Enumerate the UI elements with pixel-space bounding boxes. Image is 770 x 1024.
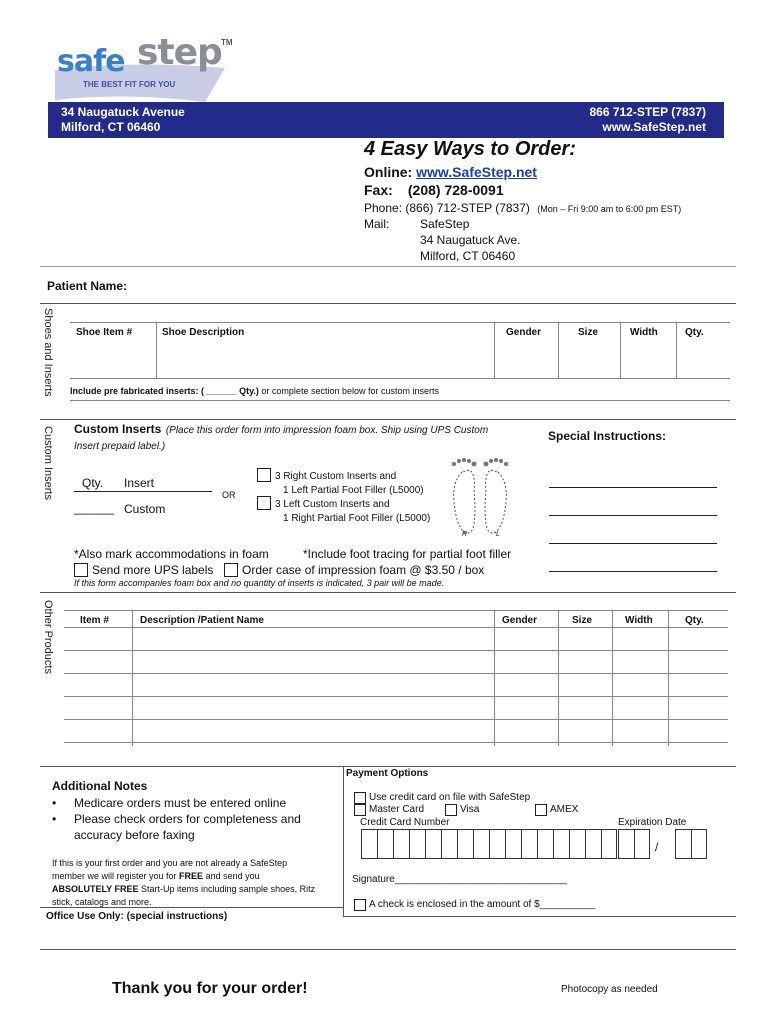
- order-mail-label: Mail:: [364, 217, 390, 231]
- shoes-col-width: Width: [630, 327, 658, 338]
- banner-web: www.SafeStep.net: [602, 120, 706, 134]
- additional-notes-title: Additional Notes: [52, 779, 148, 793]
- order-mail-line2: 34 Naugatuck Ave.: [420, 233, 521, 247]
- use-card-on-file-checkbox[interactable]: [354, 792, 366, 804]
- signature-line[interactable]: Signature_______________________________: [352, 874, 568, 885]
- prefab-inserts-line: [70, 386, 439, 396]
- order-online-link[interactable]: www.SafeStep.net: [416, 164, 537, 180]
- or-label: OR: [222, 490, 236, 500]
- order-ways: [362, 138, 742, 268]
- other-row-line-4[interactable]: [64, 696, 728, 697]
- option2-checkbox[interactable]: [257, 496, 271, 510]
- shoes-col-qty: Qty.: [685, 327, 704, 338]
- mastercard-label: Master Card: [369, 804, 425, 815]
- other-row-line-3[interactable]: [64, 673, 728, 674]
- notes-bullet-1: • Medicare orders must be entered online: [52, 796, 287, 810]
- qty-label: Qty.: [82, 476, 104, 490]
- check-enclosed-checkbox[interactable]: [354, 899, 366, 911]
- office-use-bottom-border: [40, 949, 736, 950]
- first-order-promo: If this is your first order and you are not already a SafeStep member we will register you for FREE and send you ABSOLUTELY FREE Start-Up items including sample shoes, Ritz stick, catalogs and more.: [52, 858, 316, 907]
- bottom-center-divider: [343, 766, 344, 916]
- bottom-top-border: [40, 766, 736, 767]
- other-col-div-1: [132, 610, 133, 746]
- special-line-2[interactable]: [549, 515, 717, 516]
- special-line-3[interactable]: [549, 543, 717, 544]
- other-side-label: Other Products: [42, 600, 54, 674]
- payment-options-title: Payment Options: [346, 768, 429, 779]
- patient-name-label: Patient Name:: [47, 279, 128, 293]
- logo: [55, 30, 245, 102]
- shoes-side-label: Shoes and Inserts: [42, 308, 54, 397]
- order-online-label: Online:: [364, 164, 413, 180]
- foam-note: If this form accompanies foam box and no quantity of inserts is indicated, 3 pair will be made.: [74, 578, 445, 588]
- order-foam-label: Order case of impression foam @ $3.50 / box: [242, 563, 485, 577]
- other-col-div-5: [668, 610, 669, 746]
- other-row-line-5[interactable]: [64, 719, 728, 720]
- other-col-description: Description /Patient Name: [140, 615, 264, 626]
- logo-tm: TM: [221, 38, 233, 47]
- option2-line1: 3 Left Custom Inserts and: [275, 499, 390, 510]
- exp-year-boxes[interactable]: [675, 829, 707, 859]
- shoes-header-line: [70, 322, 730, 323]
- order-phone-number: (866) 712-STEP (7837): [405, 201, 530, 215]
- shoes-top-border: [40, 303, 736, 304]
- custom-note: (Place this order form into impression foam box. Ship using UPS Custom Insert prepaid label.): [74, 425, 489, 452]
- other-col-item: Item #: [80, 615, 109, 626]
- option1-line1: 3 Right Custom Inserts and: [275, 471, 397, 482]
- send-ups-label: Send more UPS labels: [92, 563, 214, 577]
- send-ups-checkbox[interactable]: [74, 563, 88, 577]
- exp-month-boxes[interactable]: [618, 829, 650, 859]
- other-row-line-2[interactable]: [64, 650, 728, 651]
- insert-qty-underline[interactable]: [74, 491, 212, 492]
- banner-address-line2: Milford, CT 06460: [61, 120, 161, 134]
- shoes-col-item: Shoe Item #: [76, 327, 133, 338]
- logo-tagline: THE BEST FIT FOR YOU: [83, 80, 176, 89]
- mastercard-checkbox[interactable]: [354, 804, 366, 816]
- order-foam-checkbox[interactable]: [224, 563, 238, 577]
- visa-label: Visa: [460, 804, 480, 815]
- shoes-col-size: Size: [578, 327, 599, 338]
- thank-you-message: Thank you for your order!: [112, 980, 308, 997]
- amex-label: AMEX: [550, 804, 579, 815]
- shoes-col-div-5: [676, 322, 677, 378]
- custom-label: Custom: [124, 502, 166, 516]
- notes-bullet-2: • Please check orders for completeness and accuracy before faxing: [52, 812, 301, 842]
- other-col-gender: Gender: [502, 615, 538, 626]
- custom-title-block: [74, 422, 514, 454]
- option1-checkbox[interactable]: [257, 468, 271, 482]
- office-use-top-border: [40, 907, 343, 908]
- order-mail-line1: SafeStep: [420, 217, 470, 231]
- option2-line2: 1 Right Partial Foot Filler (L5000): [283, 513, 431, 524]
- also-mark-note: *Also mark accommodations in foam: [74, 547, 269, 561]
- order-online-row: [364, 164, 537, 180]
- include-tracing-note: *Include foot tracing for partial foot filler: [303, 547, 512, 561]
- header-banner: [48, 102, 724, 138]
- expiration-date-label: Expiration Date: [618, 817, 687, 828]
- photocopy-note: Photocopy as needed: [561, 984, 658, 995]
- foot-l-label: L: [496, 531, 500, 538]
- notes-bullet-list: [52, 795, 337, 843]
- check-enclosed-label: A check is enclosed in the amount of $__________: [369, 899, 596, 910]
- other-col-div-4: [612, 610, 613, 746]
- other-header-line: [64, 610, 728, 611]
- custom-title: Custom Inserts: [74, 422, 162, 436]
- prefab-inserts-bold: Include pre fabricated inserts: ( ______ Qty.): [70, 386, 259, 396]
- special-line-1[interactable]: [549, 487, 717, 488]
- other-col-width: Width: [625, 615, 653, 626]
- patient-name-field[interactable]: [140, 278, 730, 294]
- shoes-col-div-1: [156, 322, 157, 378]
- shoes-col-div-3: [558, 322, 559, 378]
- order-ways-title: 4 Easy Ways to Order:: [364, 138, 576, 160]
- credit-card-number-label: Credit Card Number: [360, 817, 450, 828]
- order-mail-line3: Milford, CT 06460: [420, 249, 516, 263]
- other-row-line-1[interactable]: [64, 627, 728, 628]
- foot-tracing-icon: [446, 452, 518, 538]
- special-instructions-title: Special Instructions:: [548, 429, 667, 443]
- shoes-bottom-line: [70, 400, 730, 401]
- custom-qty-blank[interactable]: ______: [74, 501, 115, 515]
- office-use-mid-border: [343, 916, 736, 917]
- shoes-row-line: [70, 378, 730, 379]
- other-col-qty: Qty.: [685, 615, 704, 626]
- exp-slash: /: [655, 840, 659, 854]
- order-phone-hours: (Mon – Fri 9:00 am to 6:00 pm EST): [537, 204, 682, 214]
- order-phone-row: [364, 201, 681, 215]
- custom-top-border: [40, 419, 736, 420]
- order-fax-row: [364, 182, 504, 198]
- order-fax-label: Fax:: [364, 182, 393, 198]
- office-use-label: Office Use Only: (special instructions): [46, 911, 228, 922]
- divider-top: [40, 266, 736, 267]
- foot-r-label: R: [462, 531, 468, 538]
- prefab-inserts-rest: or complete section below for custom inserts: [261, 386, 439, 396]
- insert-label: Insert: [124, 476, 155, 490]
- order-fax-number: (208) 728-0091: [407, 182, 504, 198]
- banner-address-line1: 34 Naugatuck Avenue: [61, 105, 185, 119]
- other-top-border: [40, 592, 736, 593]
- use-card-on-file-label: Use credit card on file with SafeStep: [369, 792, 531, 803]
- shoes-col-div-4: [620, 322, 621, 378]
- shoes-col-description: Shoe Description: [162, 327, 245, 338]
- shoes-col-div-2: [494, 322, 495, 378]
- custom-side-label: Custom Inserts: [42, 426, 54, 500]
- other-col-size: Size: [572, 615, 593, 626]
- option1-line2: 1 Left Partial Foot Filler (L5000): [283, 485, 424, 496]
- visa-checkbox[interactable]: [445, 804, 457, 816]
- logo-word-safe: safe: [57, 44, 125, 79]
- other-col-div-2: [494, 610, 495, 746]
- banner-phone: 866 712-STEP (7837): [589, 105, 706, 119]
- credit-card-number-boxes[interactable]: [361, 829, 617, 859]
- order-phone-label: Phone:: [364, 201, 403, 215]
- logo-word-step: step: [137, 32, 222, 73]
- other-row-line-6[interactable]: [64, 742, 728, 743]
- special-line-4[interactable]: [549, 571, 717, 572]
- other-col-div-3: [558, 610, 559, 746]
- amex-checkbox[interactable]: [535, 804, 547, 816]
- shoes-col-gender: Gender: [506, 327, 542, 338]
